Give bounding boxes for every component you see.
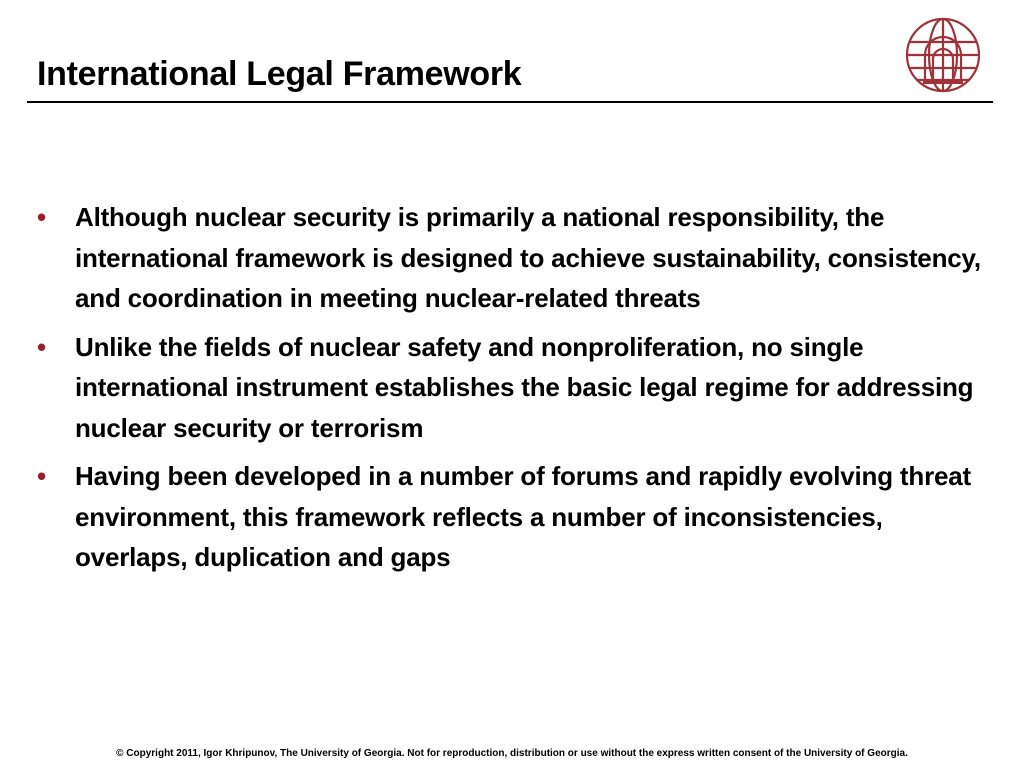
bullet-item — [37, 327, 987, 449]
bullet-marker: • — [37, 202, 46, 232]
slide-title: International Legal Framework — [37, 55, 522, 93]
globe-arch-logo-icon — [903, 15, 983, 95]
bullet-item — [37, 456, 987, 578]
bullet-text: Although nuclear security is primarily a national responsibility, the international framework is designed to achieve sustainability, consistency, and coordination in meeting nuclear-related threats — [75, 202, 981, 313]
bullet-text: Unlike the fields of nuclear safety and nonproliferation, no single international instrument establishes the basic legal regime for addressing nuclear security or terrorism — [75, 331, 974, 443]
title-divider — [27, 101, 993, 103]
bullet-text: Having been developed in a number of forums and rapidly evolving threat environment, this framework reflects a number of inconsistencies, overlaps, duplication and gaps — [75, 461, 971, 572]
bullet-item — [37, 197, 987, 319]
bullet-list — [37, 197, 987, 586]
bullet-marker: • — [37, 331, 46, 362]
copyright-footer: © Copyright 2011, Igor Khripunov, The University of Georgia. Not for reproduction, distribution or use without the express written consent of the University of Georgia. — [116, 748, 908, 759]
bullet-marker: • — [37, 461, 46, 491]
